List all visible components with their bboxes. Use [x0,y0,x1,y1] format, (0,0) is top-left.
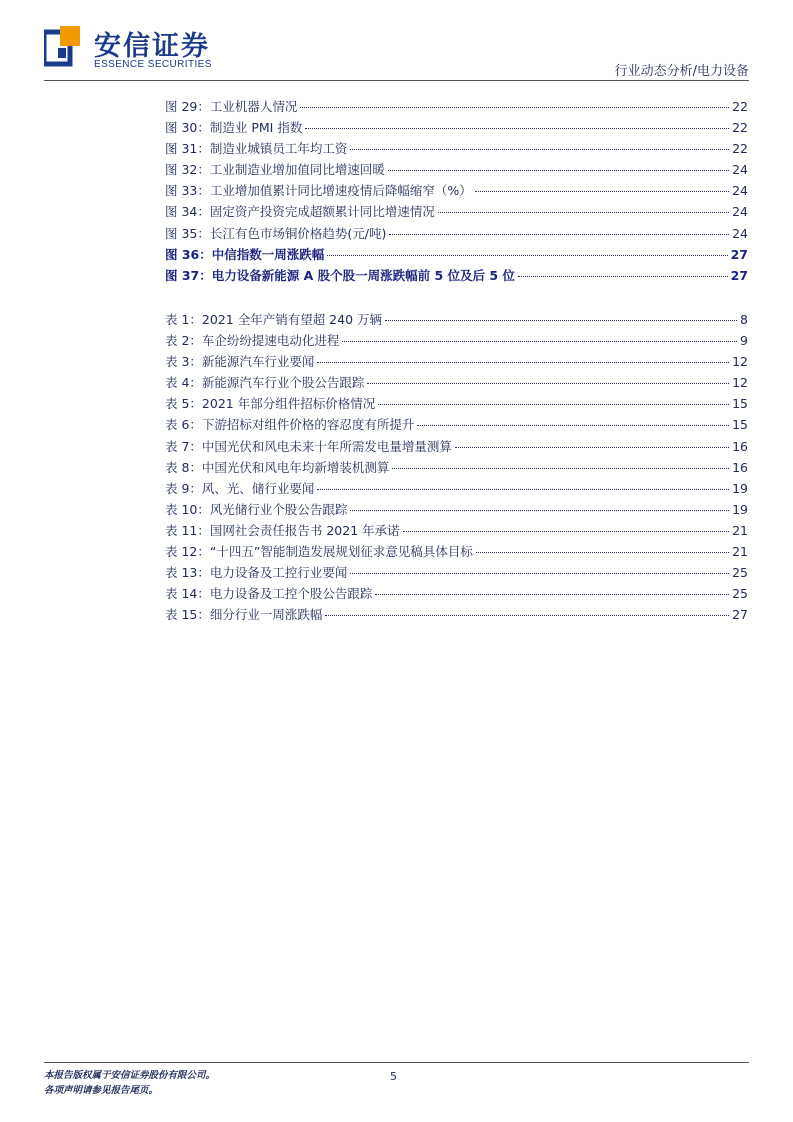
page-number: 5 [390,1070,397,1083]
toc-entry-page[interactable]: 16 [732,459,748,475]
table-list-item[interactable] [165,394,748,415]
toc-entry-page[interactable]: 8 [740,312,748,327]
toc-entry-page[interactable]: 21 [732,522,748,538]
toc-entry-page[interactable]: 16 [732,438,748,454]
dot-leader [417,424,729,426]
dot-leader [350,148,729,150]
toc-entry-page[interactable]: 22 [732,141,748,157]
toc-entry-page[interactable]: 19 [732,480,748,496]
dot-leader [300,106,729,108]
dot-leader [325,614,729,616]
copyright-notice [44,1068,215,1098]
table-list-item[interactable] [165,331,748,352]
dot-leader [438,211,729,213]
toc-entry-page[interactable]: 25 [732,565,748,581]
copyright-line: 本报告版权属于安信证券股份有限公司。 [44,1070,216,1081]
table-list-item[interactable] [165,521,748,542]
toc-entry-label[interactable]: 表 8：中国光伏和风电年均新增装机测算 [165,459,390,475]
toc-entry-page[interactable]: 19 [732,501,748,517]
dot-leader [518,275,728,277]
dot-leader [392,467,729,469]
header-divider [44,80,749,81]
dot-leader [305,127,729,129]
toc-entry-label[interactable]: 图 35：长江有色市场铜价格趋势(元/吨) [165,225,387,241]
toc-entry-label[interactable]: 表 3：新能源汽车行业要闻 [165,354,315,370]
toc-entry-label[interactable]: 表 9：风、光、储行业要闻 [165,480,315,496]
toc-entry-label[interactable]: 表 15：细分行业一周涨跌幅 [165,607,323,623]
figure-list-item[interactable] [165,160,748,181]
dot-leader [317,488,729,490]
dot-leader [388,169,729,171]
toc-entry-label[interactable]: 表 7：中国光伏和风电未来十年所需发电量增量测算 [165,438,452,454]
dot-leader [367,382,729,384]
toc-entry-label[interactable]: 图 32：工业制造业增加值同比增速回暖 [165,162,385,178]
toc-entry-page[interactable]: 12 [732,375,748,391]
toc-entry-page[interactable]: 24 [732,204,748,220]
table-list-item[interactable] [165,310,748,331]
table-list-item[interactable] [165,479,748,500]
dot-leader [317,361,729,363]
toc-entry-label[interactable]: 表 4：新能源汽车行业个股公告跟踪 [165,375,365,391]
table-list-item[interactable] [165,584,748,605]
dot-leader [342,340,737,342]
table-list-item[interactable] [165,437,748,458]
toc-entry-label[interactable]: 表 12：“十四五”智能制造发展规划征求意见稿具体目标 [165,544,473,560]
dot-leader [476,551,729,553]
toc-entry-label[interactable]: 表 1：2021 全年产销有望超 240 万辆 [165,312,383,327]
toc-entry-label[interactable]: 图 33：工业增加值累计同比增速疫情后降幅缩窄（%） [165,183,472,199]
dot-leader [403,530,729,532]
toc-entry-page[interactable]: 27 [730,267,748,283]
figure-list [165,97,748,287]
table-list-item[interactable] [165,373,748,394]
table-list-item[interactable] [165,542,748,563]
table-list-item[interactable] [165,605,748,626]
toc-entry-page[interactable]: 21 [732,544,748,560]
logo-mark-icon [44,26,80,68]
toc-entry-label[interactable]: 图 36：中信指数一周涨跌幅 [165,246,325,262]
toc-entry-page[interactable]: 27 [732,607,748,623]
toc-entry-page[interactable]: 15 [732,417,748,433]
toc-entry-label[interactable]: 图 37：电力设备新能源 A 股个股一周涨跌幅前 5 位及后 5 位 [165,267,515,283]
dot-leader [475,190,729,192]
toc-entry-label[interactable]: 表 14：电力设备及工控个股公告跟踪 [165,586,373,602]
toc-entry-label[interactable]: 表 2：车企纷纷提速电动化进程 [165,333,340,349]
toc-entry-page[interactable]: 12 [732,354,748,370]
table-list [165,310,748,626]
footer-divider [44,1062,749,1063]
report-category: 行业动态分析/电力设备 [614,64,749,79]
toc-entry-page[interactable]: 24 [732,225,748,241]
logo-chinese-name: 安信证券 [94,31,210,62]
toc-entry-label[interactable]: 图 29：工业机器人情况 [165,99,298,114]
figure-list-item[interactable] [165,118,748,139]
dot-leader [455,446,729,448]
logo-english-name: ESSENCE SECURITIES [94,59,212,70]
dot-leader [385,319,737,321]
figure-list-item[interactable] [165,139,748,160]
toc-entry-label[interactable]: 图 34：固定资产投资完成超额累计同比增速情况 [165,204,435,220]
dot-leader [378,403,729,405]
toc-entry-page[interactable]: 9 [740,333,748,349]
dot-leader [375,593,729,595]
toc-entry-page[interactable]: 22 [732,99,748,114]
dot-leader [350,509,729,511]
toc-entry-label[interactable]: 表 10：风光储行业个股公告跟踪 [165,501,348,517]
toc-entry-label[interactable]: 表 5：2021 年部分组件招标价格情况 [165,396,376,412]
toc-entry-label[interactable]: 表 13：电力设备及工控行业要闻 [165,565,348,581]
toc-entry-label[interactable]: 表 11：国网社会责任报告书 2021 年承诺 [165,522,400,538]
figure-list-item[interactable] [165,266,748,287]
toc-entry-label[interactable]: 表 6：下游招标对组件价格的容忍度有所提升 [165,417,415,433]
dot-leader [389,233,729,235]
table-list-item[interactable] [165,563,748,584]
table-list-item[interactable] [165,458,748,479]
disclaimer-line: 各项声明请参见报告尾页。 [44,1085,159,1096]
toc-entry-page[interactable]: 24 [732,162,748,178]
table-list-item[interactable] [165,352,748,373]
toc-entry-page[interactable]: 15 [732,396,748,412]
table-list-item[interactable] [165,415,748,436]
toc-entry-page[interactable]: 27 [730,246,748,262]
figure-list-item[interactable] [165,224,748,245]
toc-entry-page[interactable]: 22 [732,120,748,136]
figure-list-item[interactable] [165,181,748,202]
toc-entry-label[interactable]: 图 30：制造业 PMI 指数 [165,120,303,136]
toc-entry-page[interactable]: 25 [732,586,748,602]
figure-list-item[interactable] [165,245,748,266]
toc-entry-label[interactable]: 图 31：制造业城镇员工年均工资 [165,141,348,157]
dot-leader [350,572,729,574]
toc-entry-page[interactable]: 24 [732,183,748,199]
figure-list-item[interactable] [165,97,748,118]
table-list-item[interactable] [165,500,748,521]
figure-list-item[interactable] [165,202,748,223]
company-logo [44,24,212,74]
dot-leader [327,254,727,256]
